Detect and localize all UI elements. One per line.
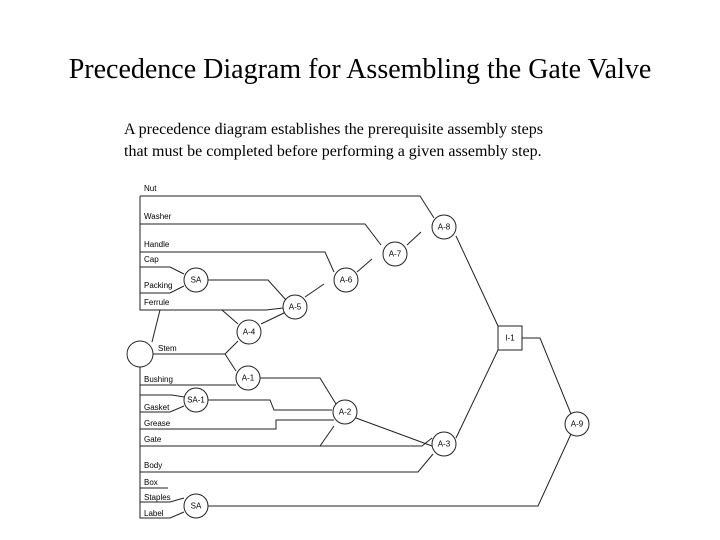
wire-a1-a2 — [260, 378, 336, 404]
wire-a2-a3 — [356, 418, 432, 446]
node-a5-label: A-5 — [288, 302, 302, 312]
wire-sa-a9 — [208, 434, 571, 506]
part-stem: Stem — [158, 344, 177, 353]
wire-a5-a6 — [305, 284, 324, 297]
part-label: Label — [144, 509, 164, 518]
node-a3-label: A-3 — [437, 439, 451, 449]
node-a2-label: A-2 — [338, 407, 352, 417]
part-staples: Staples — [144, 493, 171, 502]
node-sa1-label: SA-1 — [187, 395, 205, 405]
wire-stem-a4 — [152, 310, 238, 342]
wire-body-a3 — [140, 446, 433, 472]
wire-a6-a7 — [357, 259, 372, 272]
wires — [140, 196, 571, 518]
part-packing: Packing — [144, 281, 173, 290]
node-sa-bottom-label: SA — [190, 501, 202, 511]
node-a4-label: A-4 — [242, 327, 256, 337]
intro-line-2: that must be completed before performing a given assembly step. — [124, 143, 542, 160]
wire-a4-a5 — [261, 312, 286, 324]
node-a8-label: A-8 — [437, 222, 451, 232]
wire-a7-a8 — [407, 232, 421, 245]
wire-a8-i1 — [456, 236, 498, 326]
node-i1-label: I-1 — [505, 333, 515, 343]
part-washer: Washer — [144, 212, 172, 221]
part-bushing: Bushing — [144, 375, 173, 384]
wire-nut-a8 — [140, 196, 434, 218]
part-nut: Nut — [144, 184, 157, 193]
wire-a3-i1 — [456, 350, 498, 438]
node-a9-label: A-9 — [570, 419, 584, 429]
node-a1-label: A-1 — [241, 373, 255, 383]
wire-sa1-a2 — [208, 400, 332, 410]
part-handle: Handle — [144, 240, 170, 249]
step-nodes — [184, 215, 589, 518]
part-ferrule: Ferrule — [144, 298, 170, 307]
wire-i1-a9 — [522, 338, 571, 414]
part-cap: Cap — [144, 255, 159, 264]
part-box: Box — [144, 478, 158, 487]
part-body: Body — [144, 461, 163, 470]
wire-bushing-sa1 — [140, 385, 184, 397]
part-grease: Grease — [144, 419, 171, 428]
page-title: Precedence Diagram for Assembling the Gate Valve — [68, 54, 652, 85]
part-gate: Gate — [144, 435, 162, 444]
intro-line-1: A precedence diagram establishes the prerequisite assembly steps — [124, 121, 543, 138]
node-sa-top-label: SA — [190, 275, 202, 285]
wire-washer-a7 — [140, 196, 381, 245]
part-gasket: Gasket — [144, 403, 170, 412]
node-a7-label: A-7 — [388, 249, 402, 259]
stem-start-circle — [127, 341, 153, 367]
wire-stem-a1 — [225, 341, 238, 371]
node-a6-label: A-6 — [339, 275, 353, 285]
wire-sa-a5 — [208, 280, 286, 300]
